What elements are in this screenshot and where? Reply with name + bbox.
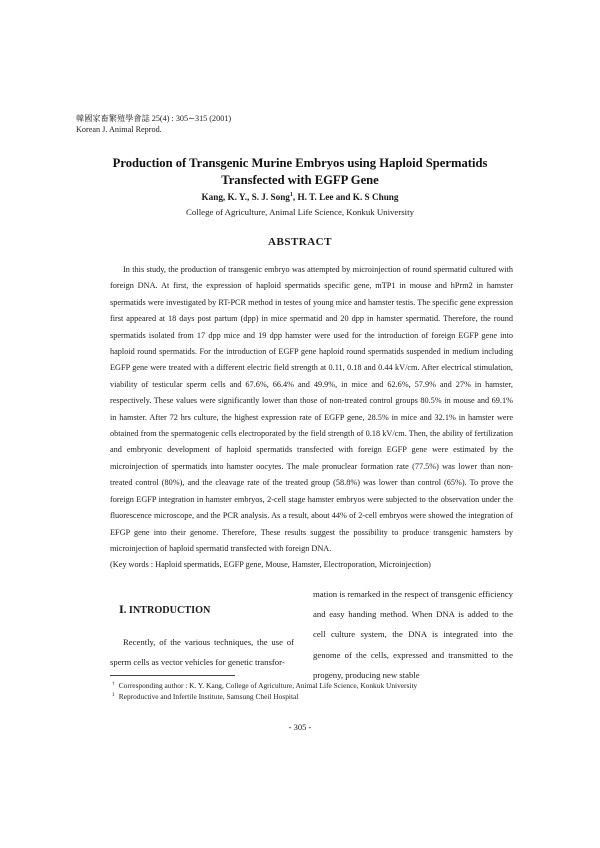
introduction-heading: Ⅰ. INTRODUCTION bbox=[119, 605, 211, 616]
footnote-corresponding-author bbox=[112, 681, 417, 691]
footnote-mark-1: 1 bbox=[112, 691, 115, 698]
paper-title-line-2: Transfected with EGFP Gene bbox=[221, 173, 379, 187]
introduction-right-column bbox=[313, 584, 513, 685]
introduction-paragraph-continued: mation is remarked in the respect of transgenic efficiency and easy handing method. When DNA is added to the cell culture system, the DNA is integrated into the genome of the cells, expressed and transmitted to the progeny, producing new stable bbox=[313, 589, 513, 680]
introduction-left-column bbox=[110, 632, 294, 672]
paper-title-line-1: Production of Transgenic Murine Embryos using Haploid Spermatids bbox=[112, 156, 488, 170]
footnote-affiliation bbox=[112, 692, 298, 702]
footnote-text: Reproductive and Infertile Institute, Samsung Cheil Hospital bbox=[118, 692, 299, 701]
footnote-text: Corresponding author : K. Y. Kang, College of Agriculture, Animal Life Science, Konkuk University bbox=[118, 681, 418, 690]
abstract-section bbox=[110, 262, 513, 574]
introduction-paragraph-start: Recently, of the various techniques, the use of sperm cells as vector vehicles for genetic transfor- bbox=[110, 637, 294, 668]
journal-header bbox=[76, 113, 231, 135]
footnote-divider bbox=[110, 675, 235, 676]
affiliation-mark: 1 bbox=[289, 191, 293, 198]
page-number: - 305 - bbox=[288, 722, 312, 732]
abstract-body: In this study, the production of transgenic embryo was attempted by microinjection of round spermatid cultured with foreign DNA. At first, the expression of haploid spermatids specific gene, mTP1 in mouse and hPrm2 in hamster spermatids were investigated by RT-PCR method in testes of young mice and hamster testis. The specific gene expression first appeared at 18 days post partum (dpp) in mice spermatid and 20 dpp in hamster spermatid. Therefore, the round spermatids isolated from 17 dpp mice and 19 dpp hamster were used for the introduction of foreign EGFP gene into haploid round spermatids. For the introduction of EGFP gene haploid round spermatids suspended in medium including EGFP gene were treated with a different electric field strength at 0.11, 0.18 and 0.44 kV/cm. After electrical stimulation, viability of testicular sperm cells and 67.6%, 66.4% and 49.9%, in mice and 62.6%, 57.9% and 27% in hamster, respectively. These values were significantly lower than those of non-treated control groups 80.5% in mouse and 69.1% in hamster. After 72 hrs culture, the highest expression rate of EGFP gene, 28.5% in mice and 32.1% in hamster were obtained from the spermatogenic cells electroporated by the field strength of 0.18 kV/cm. Then, the ability of fertilization and embryonic development of haploid spermatids transfected with foreign EGFP gene were estimated by the microinjection of spermatids into hamster oocytes. The male pronuclear formation rate (77.5%) was lower than non-treated control (80%), and the cleavage rate of the treated group (58.8%) was lower than control (65%). To prove the foreign EGFP integration in hamster embryos, 2-cell stage hamster embryos were subjected to the observation under the fluorescence microscope, and the PCR analysis. As a result, about 44% of 2-cell embryos were showed the integration of EFGP gene into their genome. Therefore, These results suggest the possibility to produce transgenic hamsters by microinjection of haploid spermatid transfected with foreign DNA. bbox=[110, 265, 513, 553]
journal-name-korean: 韓國家畜繁殖學會誌 25(4) : 305∼315 (2001) bbox=[76, 114, 232, 123]
author-list bbox=[0, 191, 600, 203]
journal-name-english: Korean J. Animal Reprod. bbox=[76, 125, 162, 134]
footnote-mark-dagger: † bbox=[112, 680, 115, 687]
abstract-heading: ABSTRACT bbox=[268, 236, 332, 248]
author-others: , H. T. Lee and K. S Chung bbox=[292, 192, 399, 202]
author-primary: Kang, K. Y., S. J. Song bbox=[201, 192, 290, 202]
keywords: (Key words : Haploid spermatids, EGFP gene, Mouse, Hamster, Electroporation, Microinjection) bbox=[110, 560, 431, 570]
affiliation: College of Agriculture, Animal Life Science, Konkuk University bbox=[186, 207, 414, 217]
